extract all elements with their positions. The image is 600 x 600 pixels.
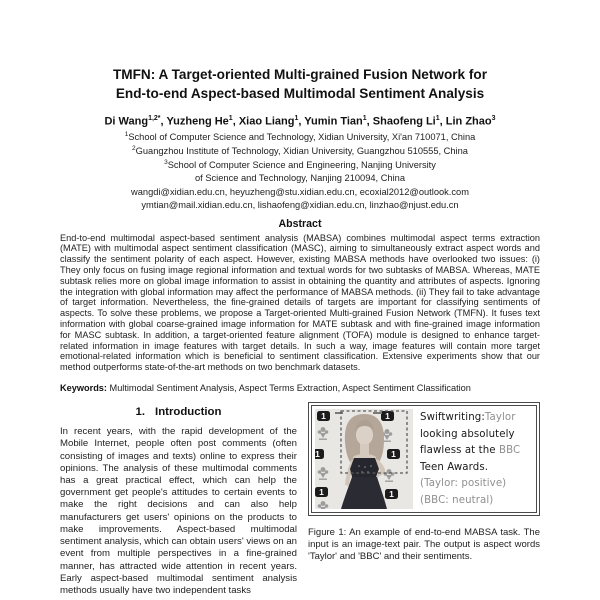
author-emails — [60, 186, 540, 212]
abstract-body: End-to-end multimodal aspect-based sentiment analysis (MABSA) combines multimodal aspect terms extraction (MATE) with multimodal aspect sentiment classification (MASC), aiming to simultaneously extract aspect words and classify the sentiment polarity of each aspect. However, existing MABSA methods have overlooked two issues: (i) They only focus on fusing image regional information and textual words for two subtasks of MABSA. Whereas, MATE subtask relies more on global image information to assist in obtaining the quantity and attributes of aspects. Ignoring the integration with global information may affect the performance of MABSA methods. (ii) They fail to take advantage of target information. Nevertheless, the fine-grained details of targets are important for classifying sentiments of aspects. To solve these problems, we propose a Target-oriented Multi-grained Fusion Network (TMFN). It fuses text information with global coarse-grained image information for MATE subtask and with fine-grained image information for MASC subtask. In addition, a target-oriented feature alignment (TOFA) module is designed to enhance target-related information in image features with target details. In such a way, image features will contain more target emotional-related information which is beneficial to sentiment classification. Extensive experiments show that our method outperforms state-of-the-art methods on two benchmark datasets. — [60, 232, 540, 373]
section-title: Introduction — [155, 406, 222, 419]
sentiment-label-taylor: (Taylor: positive) — [420, 478, 507, 490]
author-sep: , — [232, 115, 239, 128]
affiliation-text: School of Computer Science and Technology, Xidian University, Xi'an 710071, China — [128, 132, 476, 143]
affiliation-line — [60, 144, 540, 158]
email-line: ymtian@mail.xidian.edu.cn, lishaofeng@xidian.edu.cn, linzhao@njust.edu.cn — [141, 199, 459, 210]
figure1-photo-taylor — [315, 409, 413, 509]
tweet-handle: Swiftwriting: — [420, 412, 485, 424]
email-line: wangdi@xidian.edu.cn, heyuzheng@stu.xidian.edu.cn, ecoxial2012@outlook.com — [131, 186, 469, 197]
tweet-text: flawless at the — [420, 445, 499, 457]
abstract-heading: Abstract — [278, 217, 322, 230]
keywords-text: Multimodal Sentiment Analysis, Aspect Terms Extraction, Aspect Sentiment Classification — [106, 383, 471, 394]
figure1-tweet-text — [420, 409, 533, 509]
section-heading-introduction — [60, 406, 297, 418]
figure1-frame — [308, 402, 540, 516]
keywords-label: Keywords: — [60, 383, 107, 394]
affiliation-line — [60, 158, 540, 172]
paper-title — [60, 66, 540, 104]
author-sep: , — [298, 115, 305, 128]
keywords-line — [60, 383, 540, 393]
tweet-line — [420, 410, 533, 427]
tweet-line — [420, 443, 533, 460]
red-carpet-photo-graphic — [315, 409, 413, 509]
author-sep: , — [439, 115, 446, 128]
affiliation-sup: 1 — [124, 131, 129, 139]
figure1-caption: Figure 1: An example of end-to-end MABSA task. The input is an image-text pair. The output is aspect words 'Taylor' and 'BBC' and their sentiments. — [308, 527, 540, 563]
author-sep: , — [366, 115, 373, 128]
author-name: Di Wang — [104, 115, 149, 128]
affiliation-text: of Science and Technology, Nanjing 210094, China — [194, 173, 406, 184]
author-sup: 3 — [491, 114, 496, 122]
author-sup: 1 — [294, 114, 299, 122]
tweet-line: Teen Awards. — [420, 461, 489, 473]
author-sup: 1,2* — [148, 114, 161, 122]
right-column — [308, 402, 540, 597]
author-name: Yumin Tian — [304, 115, 363, 128]
author-list — [60, 115, 540, 128]
sentiment-label-bbc: (BBC: neutral) — [420, 494, 494, 506]
author-name: Yuzheng He — [166, 115, 229, 128]
author-name: Lin Zhao — [445, 115, 492, 128]
paper-title-line2: End-to-end Aspect-based Multimodal Sentiment Analysis — [115, 85, 485, 101]
left-column — [60, 402, 297, 597]
paper-title-line1: TMFN: A Target-oriented Multi-grained Fusion Network for — [112, 67, 488, 82]
tweet-target-taylor: Taylor — [484, 412, 516, 424]
affiliation-sup: 2 — [132, 145, 136, 153]
introduction-paragraph: In recent years, with the rapid development of the Mobile Internet, people often post comments (often consisting of images and texts) online to express their opinions. The analysis of these multimodal comments has a great practical effect, which can help the government get people's attitudes to certain events to make the right decisions and can also help manufacturers get users' opinions on the products to make improvements. Aspect-based multimodal sentiment analysis, which can obtain users' views on an event from multiple perspectives in a fine-grained manner, has attracted wide attention in recent years. Early aspect-based multimodal sentiment analysis methods usually have two independent tasks — [60, 426, 298, 596]
author-sep: , — [160, 115, 167, 128]
affiliation-line — [60, 130, 540, 144]
affiliation-text: School of Computer Science and Engineering, Nanjing University — [167, 160, 436, 171]
affiliation-text: Guangzhou Institute of Technology, Xidian University, Guangzhou 510555, China — [135, 146, 468, 157]
affiliation-sup: 3 — [164, 159, 168, 167]
author-name: Xiao Liang — [238, 115, 295, 128]
author-sup: 1 — [362, 114, 367, 122]
tweet-line: looking absolutely — [420, 428, 515, 440]
tweet-target-bbc: BBC — [498, 445, 521, 457]
author-name: Shaofeng Li — [372, 115, 436, 128]
affiliations — [60, 130, 540, 185]
two-column-body — [60, 402, 540, 597]
author-sup: 1 — [228, 114, 233, 122]
author-sup: 1 — [435, 114, 440, 122]
section-number: 1. — [135, 406, 146, 419]
affiliation-line — [60, 172, 540, 185]
